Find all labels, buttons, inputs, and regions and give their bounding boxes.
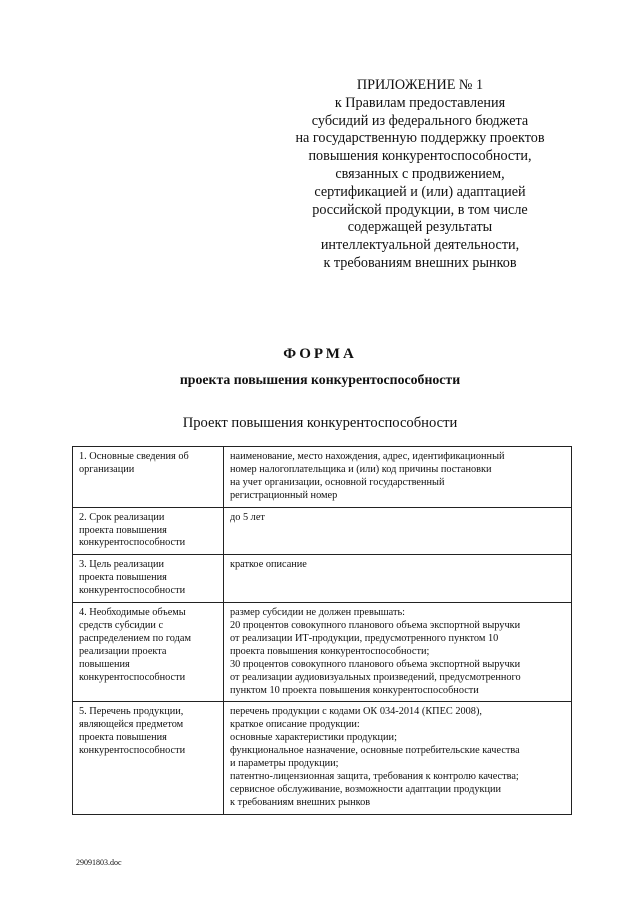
appendix-line: интеллектуальной деятельности, (320, 237, 520, 254)
table-row (73, 507, 572, 555)
table-caption: Проект повышения конкурентоспособности (182, 415, 458, 431)
row-label-line: повышения (79, 658, 130, 670)
row-value-line: пунктом 10 проекта повышения конкурентоспособности (230, 684, 479, 696)
row-label-line: 5. Перечень продукции, (79, 706, 184, 718)
row-value-line: номер налогоплательщика и (или) код причины постановки (230, 463, 492, 475)
row-value-cell (224, 447, 572, 508)
row-value-line: до 5 лет (230, 511, 265, 523)
row-value-cell (224, 555, 572, 603)
row-label-line: проекта повышения (79, 732, 167, 744)
row-label-line: проекта повышения (79, 572, 167, 584)
row-label-cell (73, 507, 224, 555)
row-value-line: размер субсидии не должен превышать: (230, 607, 406, 619)
row-label-line: средств субсидии с (79, 619, 164, 631)
row-value-line: регистрационный номер (230, 489, 338, 501)
row-value-line: краткое описание (230, 559, 307, 571)
row-label-line: 2. Срок реализации (79, 511, 165, 523)
row-value-cell (224, 507, 572, 555)
row-label-line: проекта повышения (79, 524, 167, 536)
row-label-line: 1. Основные сведения об (79, 451, 189, 462)
row-value-line: перечень продукции с кодами ОК 034-2014 (КПЕС 2008), (230, 706, 482, 718)
row-value-line: функциональное назначение, основные потребительские качества (230, 745, 520, 757)
appendix-line: ПРИЛОЖЕНИЕ № 1 (356, 77, 484, 93)
row-label-cell (73, 702, 224, 814)
row-label-line: конкурентоспособности (79, 671, 186, 683)
appendix-line: содержащей результаты (347, 219, 493, 236)
row-value-cell (224, 603, 572, 702)
appendix-line: сертификацией и (или) адаптацией (314, 183, 526, 200)
row-value-line: основные характеристики продукции; (230, 732, 397, 744)
row-label-line: конкурентоспособности (79, 537, 186, 549)
table-row (73, 447, 572, 508)
row-label-cell (73, 555, 224, 603)
row-value-line: 30 процентов совокупного планового объема экспортной выручки (230, 658, 521, 670)
appendix-line: субсидий из федерального бюджета (311, 112, 529, 129)
table-row (73, 555, 572, 603)
table-row (73, 603, 572, 702)
row-value-line: наименование, место нахождения, адрес, идентификационный (230, 451, 505, 462)
row-label-line: организации (79, 463, 135, 475)
appendix-line: повышения конкурентоспособности, (308, 148, 532, 165)
row-value-line: 20 процентов совокупного планового объема экспортной выручки (230, 619, 521, 631)
row-value-line: от реализации аудиовизуальных произведений, предусмотренного (230, 671, 521, 683)
form-subtitle: проекта повышения конкурентоспособности (179, 372, 461, 387)
row-value-line: на учет организации, основной государственный (230, 476, 445, 488)
appendix-line: российской продукции, в том числе (312, 201, 528, 218)
row-value-line: патентно-лицензионная защита, требования к контролю качества; (230, 770, 519, 782)
appendix-line: на государственную поддержку проектов (295, 130, 545, 147)
row-label-line: реализации проекта (79, 645, 167, 657)
table-row (73, 702, 572, 814)
row-label-line: конкурентоспособности (79, 585, 186, 597)
file-name-footer: 29091803.doc (76, 858, 122, 867)
row-label-line: распределением по годам (79, 632, 191, 644)
row-value-line: краткое описание продукции: (230, 719, 360, 731)
row-value-line: сервисное обслуживание, возможности адаптации продукции (230, 783, 501, 795)
row-value-cell (224, 702, 572, 814)
row-value-line: от реализации ИТ-продукции, предусмотренного пунктом 10 (230, 632, 499, 644)
row-label-line: конкурентоспособности (79, 745, 186, 757)
appendix-header (290, 77, 550, 273)
appendix-line: к требованиям внешних рынков (323, 254, 517, 271)
row-label-line: 4. Необходимые объемы (79, 607, 186, 619)
appendix-line: связанных с продвижением, (335, 165, 505, 182)
row-value-line: к требованиям внешних рынков (230, 796, 371, 808)
row-value-line: проекта повышения конкурентоспособности; (230, 645, 430, 657)
row-label-cell (73, 603, 224, 702)
form-title: ФОРМА (283, 346, 357, 362)
appendix-line: к Правилам предоставления (334, 94, 506, 111)
row-label-line: 3. Цель реализации (79, 559, 165, 571)
row-value-line: и параметры продукции; (230, 758, 339, 770)
row-label-cell (73, 447, 224, 508)
row-label-line: являющейся предметом (79, 719, 184, 731)
project-table (72, 446, 572, 815)
